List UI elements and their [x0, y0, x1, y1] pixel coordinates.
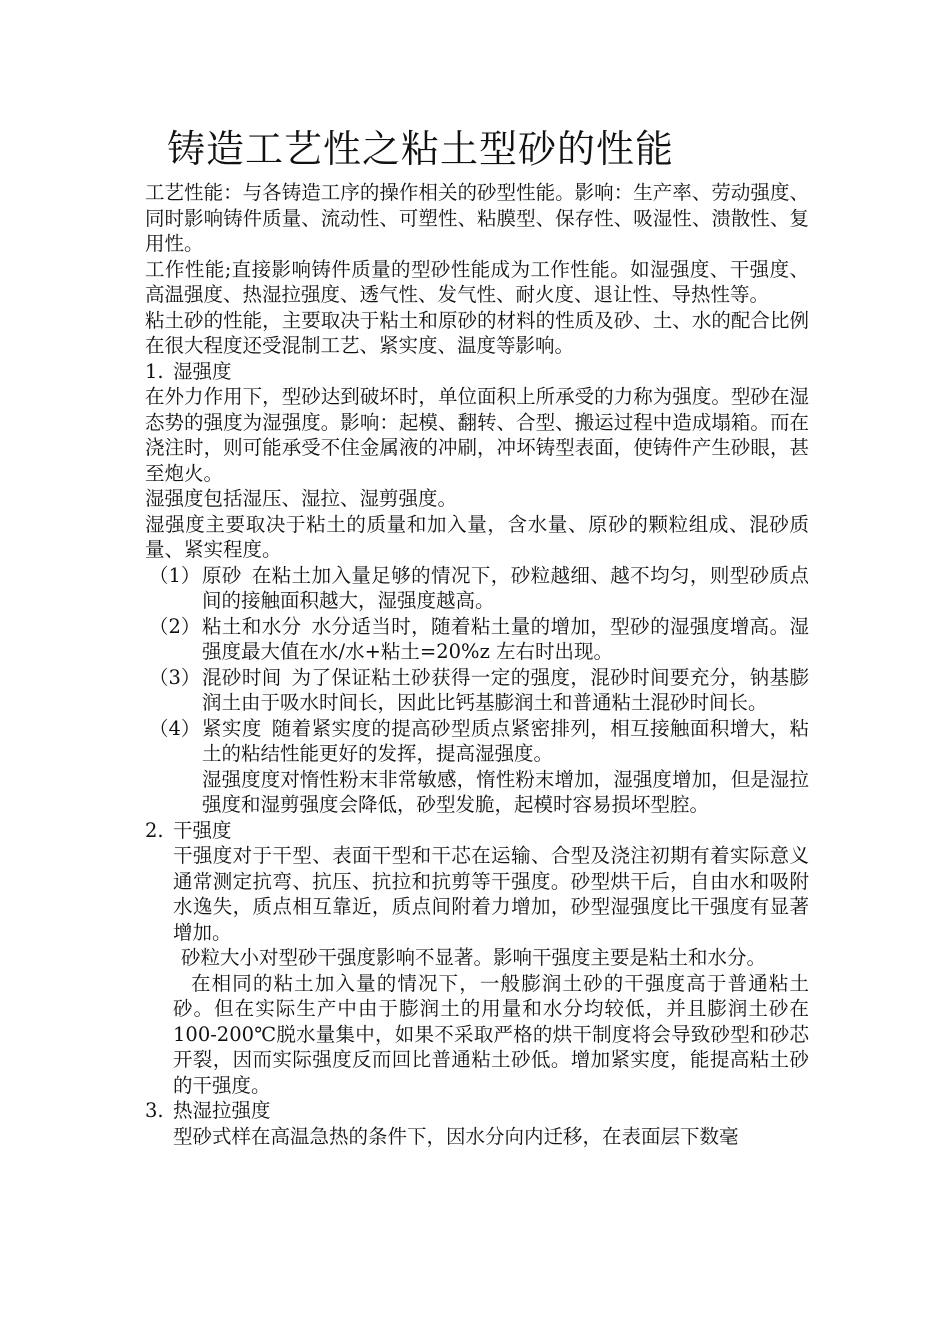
list-item-text: 水分适当时，随着粘土量的增加，型砂的湿强度增高。湿强度最大值在水/水+粘土=20%z 左右时出现。 [202, 614, 809, 663]
section-1-paragraph-1: 在外力作用下，型砂达到破坏时，单位面积上所承受的力称为强度。型砂在湿态势的强度为湿强度。影响：起模、翻转、合型、搬运过程中造成塌箱。而在浇注时，则可能承受不住金属液的冲刷，冲坏铸型表面，使铸件产生砂眼，甚至炮火。 [145, 385, 809, 485]
list-item-term: 紧实度 [202, 716, 262, 740]
list-item-text: 在粘土加入量足够的情况下，砂粒越细、越不均匀，则型砂质点间的接触面积越大，湿强度越高。 [202, 563, 809, 612]
section-3-heading [145, 1098, 809, 1124]
list-item-4-continuation: 湿强度度对惰性粉末非常敏感，惰性粉末增加，湿强度增加，但是湿拉强度和湿剪强度会降低，砂型发脆，起模时容易损坏型腔。 [202, 767, 809, 816]
list-item-label: （2） [149, 614, 201, 638]
section-2-paragraph-3: 在相同的粘土加入量的情况下，一般膨润土砂的干强度高于普通粘土砂。但在实际生产中由于膨润土的用量和水分均较低，并且膨润土砂在100-200℃脱水量集中，如果不采取严格的烘干制度将会导致砂型和砂芯开裂，因而实际强度反而回比普通粘土砂低。增加紧实度，能提高粘土砂的干强度。 [173, 971, 809, 1097]
list-item-3 [145, 665, 809, 716]
list-item-label: （1） [149, 563, 201, 587]
list-item-label: （3） [149, 665, 201, 689]
section-2-number: 2. [145, 818, 164, 842]
list-item-label: （4） [149, 716, 201, 740]
section-2-title: 干强度 [173, 818, 232, 842]
section-2-paragraph-1: 干强度对于干型、表面干型和干芯在运输、合型及浇注初期有着实际意义通常测定抗弯、抗压、抗拉和抗剪等干强度。砂型烘干后，自由水和吸附水逸失，质点相互靠近，质点间附着力增加，砂型湿强度比干强度有显著增加。 [173, 844, 809, 944]
section-3-body [145, 1124, 809, 1150]
list-item-term: 粘土和水分 [202, 614, 302, 638]
section-2-paragraph-2: 砂粒大小对型砂干强度影响不显著。影响干强度主要是粘土和水分。 [181, 946, 767, 969]
list-item-text: 为了保证粘土砂获得一定的强度，混砂时间要充分，钠基膨润土由于吸水时间长，因此比钙基膨润土和普通粘土混砂时间长。 [202, 665, 809, 714]
intro-paragraph-3: 粘土砂的性能，主要取决于粘土和原砂的材料的性质及砂、土、水的配合比例在很大程度还受混制工艺、紧实度、温度等影响。 [145, 308, 809, 357]
list-item-4 [145, 716, 809, 767]
list-item-term: 混砂时间 [202, 665, 282, 689]
section-2-heading [145, 818, 809, 844]
section-1-paragraph-3: 湿强度主要取决于粘土的质量和加入量，含水量、原砂的颗粒组成、混砂质量、紧实程度。 [145, 512, 809, 561]
section-3-number: 3. [145, 1099, 164, 1122]
section-2-body [145, 843, 809, 1098]
section-3-paragraph-1: 型砂式样在高温急热的条件下，因水分向内迁移，在表面层下数毫 [173, 1124, 739, 1148]
section-1-paragraph-2: 湿强度包括湿压、湿拉、湿剪强度。 [145, 487, 458, 510]
intro-paragraph-2: 工作性能;直接影响铸件质量的型砂性能成为工作性能。如湿强度、干强度、高温强度、热湿拉强度、透气性、发气性、耐火度、退让性、导热性等。 [145, 257, 809, 306]
document-page [145, 118, 809, 1149]
section-1-title: 湿强度 [173, 359, 232, 383]
list-item-text: 随着紧实度的提高砂型质点紧密排列，相互接触面积增大，粘土的粘结性能更好的发挥，提高湿强度。 [202, 716, 809, 765]
intro-paragraph-1: 工艺性能：与各铸造工序的操作相关的砂型性能。影响：生产率、劳动强度、同时影响铸件质量、流动性、可塑性、粘膜型、保存性、吸湿性、溃散性、复用性。 [145, 181, 809, 255]
list-item-2 [145, 614, 809, 665]
list-item-term: 原砂 [202, 563, 242, 587]
section-1-number: 1. [145, 359, 164, 383]
section-3-title: 热湿拉强度 [173, 1099, 271, 1122]
list-item-1 [145, 563, 809, 614]
section-1-heading [145, 359, 809, 385]
document-title: 铸造工艺性之粘土型砂的性能 [167, 127, 675, 171]
